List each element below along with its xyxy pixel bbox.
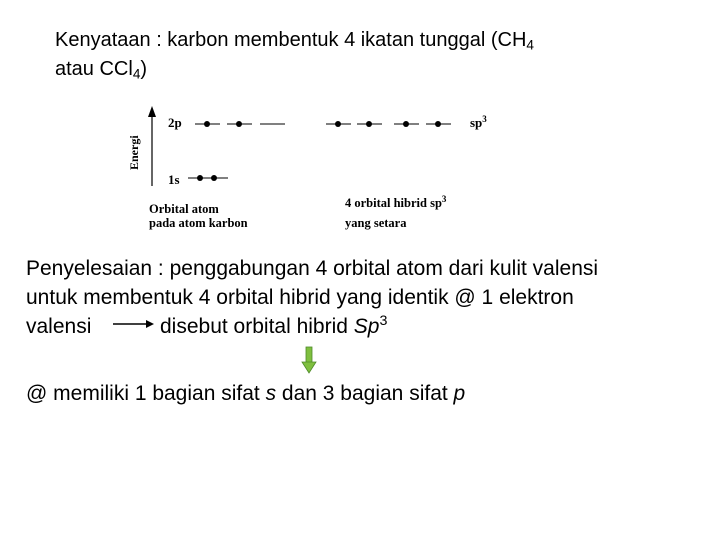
title-line-2-end: ) (140, 58, 148, 80)
title-line-2-text: atau CCl (55, 58, 133, 80)
title-line-1-subscript: 4 (526, 37, 534, 53)
caption-right-line-1-text: 4 orbital hibrid sp (345, 196, 442, 210)
valensi-arrow-head (146, 320, 154, 328)
paragraph-line-1: Penyelesaian : penggabungan 4 orbital atom dari kulit valensi (26, 257, 599, 280)
electron-1s-2 (211, 175, 217, 181)
level-1s-label: 1s (168, 172, 180, 187)
energy-axis-arrowhead (148, 106, 156, 117)
note-p: p (453, 382, 466, 405)
paragraph-line-3-end (160, 313, 387, 341)
electron-sp3-4 (435, 121, 441, 127)
electron-sp3-3 (403, 121, 409, 127)
caption-left-line-2: pada atom karbon (149, 216, 248, 230)
caption-right-line-1 (345, 194, 447, 210)
electron-sp3-2 (366, 121, 372, 127)
paragraph-line-2: untuk membentuk 4 orbital hibrid yang identik @ 1 elektron (26, 286, 574, 309)
caption-right-superscript: 3 (441, 194, 447, 204)
note-text-1: @ memiliki 1 bagian sifat (26, 382, 266, 405)
level-2p-label: 2p (168, 115, 182, 130)
level-sp3-label (470, 114, 487, 130)
sp-term: Sp (353, 315, 380, 338)
green-down-arrow-shaft (306, 347, 312, 363)
note-line (26, 380, 465, 408)
caption-left-line-1: Orbital atom (149, 202, 219, 216)
paragraph-line-3-start: valensi (26, 315, 92, 338)
electron-sp3-1 (335, 121, 341, 127)
sp-term-superscript: 3 (379, 313, 388, 330)
electron-2p-2 (236, 121, 242, 127)
title-line-2-subscript: 4 (132, 66, 141, 82)
electron-2p-1 (204, 121, 210, 127)
energy-axis-label: Energi (127, 135, 141, 170)
level-sp3-text: sp (470, 115, 483, 130)
electron-1s-1 (197, 175, 203, 181)
note-text-2: dan 3 bagian sifat (276, 382, 454, 405)
caption-right-line-2: yang setara (345, 216, 407, 230)
paragraph-line-3-text: disebut orbital hibrid (160, 315, 354, 338)
green-down-arrow-head (302, 362, 316, 373)
title-line-1-text: Kenyataan : karbon membentuk 4 ikatan tunggal (CH (55, 29, 527, 51)
level-sp3-superscript: 3 (482, 114, 487, 124)
note-s: s (265, 382, 277, 405)
